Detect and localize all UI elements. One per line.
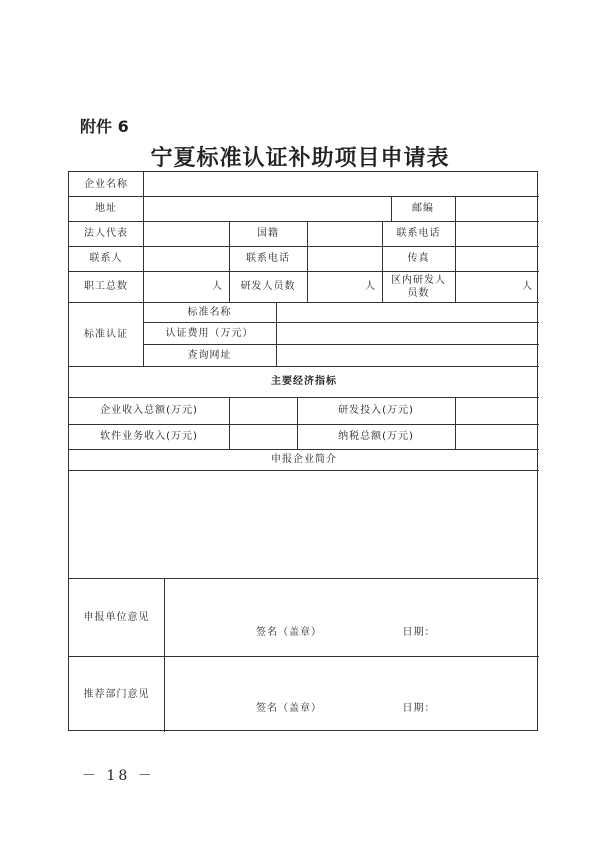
std-cert-label: 标准认证	[84, 328, 128, 340]
contact-phone-label: 联系电话	[396, 228, 441, 239]
local-rd-staff-label: 区内研发人员数	[391, 274, 446, 299]
signature-seal-label: 签名（盖章）	[256, 702, 322, 714]
total-staff-label: 职工总数	[84, 281, 128, 292]
nationality-label: 国籍	[257, 228, 279, 239]
recommender-opinion-label: 推荐部门意见	[83, 688, 150, 700]
application-form-table	[68, 171, 538, 731]
contact-phone-label: 联系电话	[246, 253, 290, 264]
date-label: 日期：	[402, 626, 436, 638]
date-label: 日期：	[402, 702, 436, 714]
software-revenue-label: 软件业务收入(万元)	[100, 431, 198, 442]
total-revenue-label: 企业收入总额(万元)	[100, 405, 198, 416]
col-rule	[143, 196, 144, 221]
company-name-label: 企业名称	[84, 178, 128, 190]
col-rule	[164, 578, 165, 732]
total-tax-label: 纳税总额(万元)	[338, 431, 414, 442]
attachment-label: 附件 6	[80, 117, 129, 136]
rd-staff-unit: 人	[365, 281, 376, 292]
postcode-label: 邮编	[412, 203, 434, 214]
fax-label: 传真	[407, 253, 430, 264]
econ-indicators-header: 主要经济指标	[271, 376, 337, 387]
staff-unit: 人	[212, 281, 223, 292]
col-rule	[276, 302, 277, 366]
address-label: 地址	[95, 203, 117, 214]
cert-fee-label: 认证费用（万元）	[165, 327, 254, 339]
col-rule	[455, 397, 456, 449]
std-name-label: 标准名称	[187, 306, 232, 318]
form-title: 宁夏标准认证补助项目申请表	[150, 145, 450, 171]
company-intro-header: 申报企业简介	[271, 454, 337, 465]
applicant-opinion-label: 申报单位意见	[83, 611, 150, 623]
legal-rep-label: 法人代表	[84, 228, 128, 239]
rd-staff-label: 研发人员数	[240, 281, 296, 292]
col-rule	[229, 397, 230, 449]
signature-seal-label: 签名（盖章）	[256, 626, 322, 638]
col-rule	[455, 196, 456, 221]
row-rule	[69, 470, 539, 471]
contact-person-label: 联系人	[89, 253, 123, 264]
col-rule	[143, 172, 144, 196]
local-rd-unit: 人	[522, 281, 533, 292]
query-url-label: 查询网址	[187, 349, 232, 361]
rd-invest-label: 研发投入(万元)	[338, 405, 414, 416]
page-number: － 18 －	[82, 768, 155, 784]
